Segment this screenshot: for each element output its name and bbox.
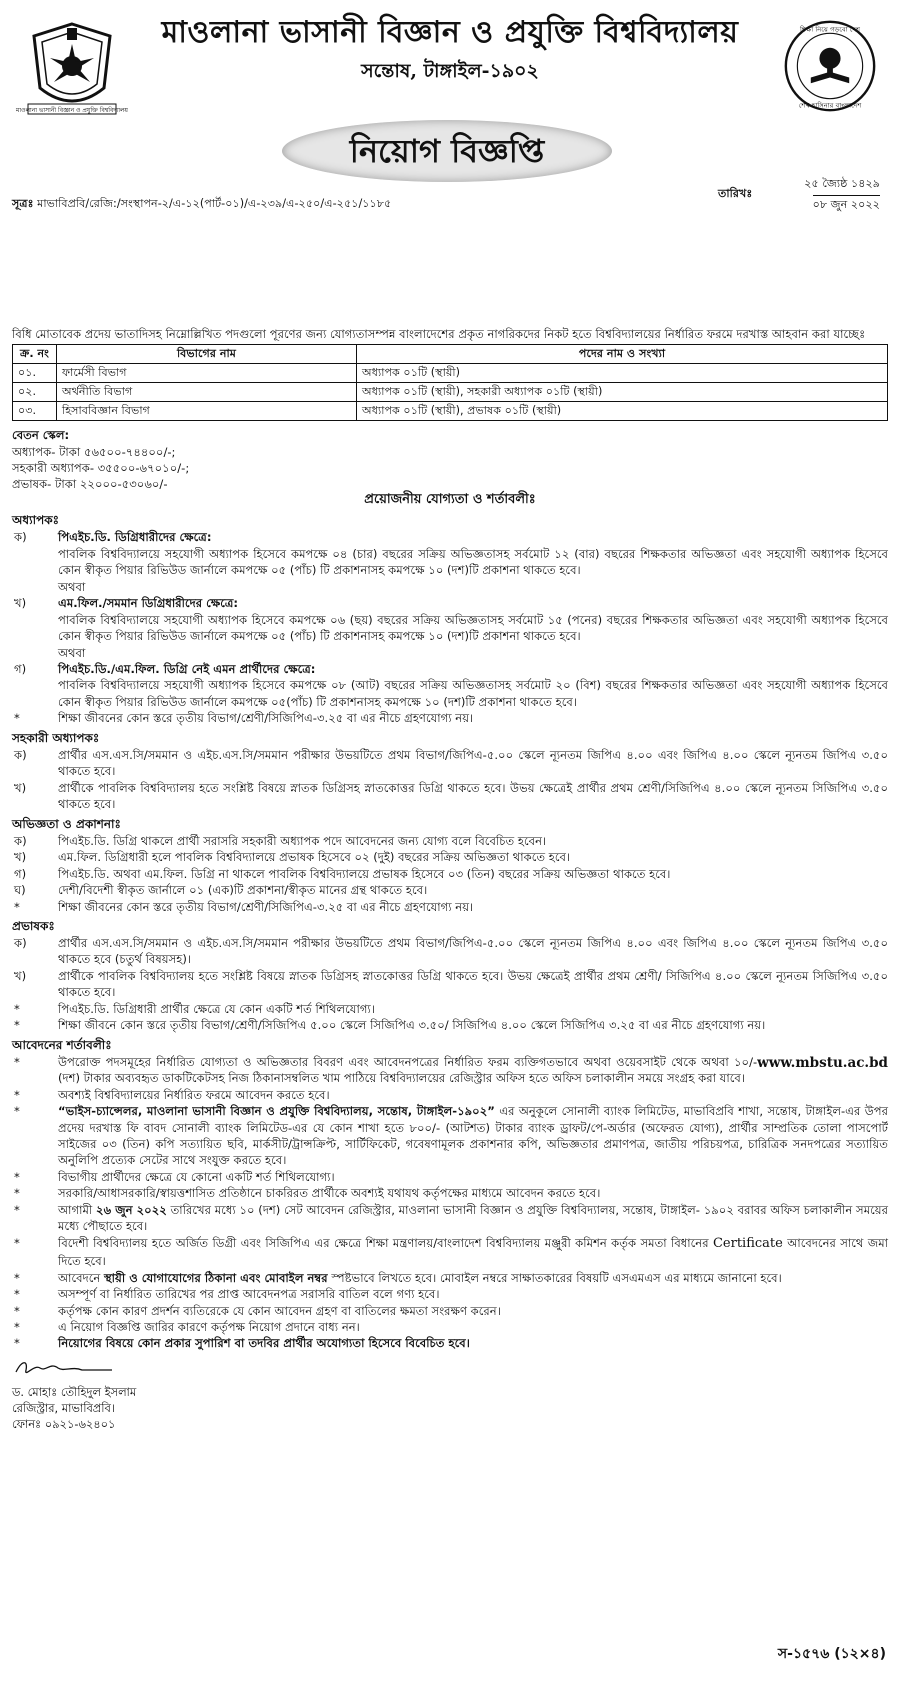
table-cell: অধ্যাপক ০১টি (স্থায়ী) [357,364,888,383]
item-marker: * [14,899,20,914]
item-marker: * [14,1202,20,1217]
item-marker: ক) [14,530,27,545]
list-item [12,1335,888,1351]
item-marker: ক) [14,747,27,762]
table-cell: হিসাববিজ্ঞান বিভাগ [57,402,357,421]
list-item [12,1054,888,1087]
table-row [13,364,888,383]
list-item [12,710,888,726]
list-item [12,1286,888,1302]
item-text: ওয়েবসাইট থেকে অথবা ১০/- (দশ) টাকার অব্যবহৃত ডাকটিকেটসহ নিজ ঠিকানাসম্বলিত খাম পাঠিয়ে বিশ্ববিদ্যালয়ের রেজিস্ট্রার অফিস হতে অফিস চলাকালীন সময়ে সংগ্রহ করা যাবে। [58,1054,758,1086]
item-marker: * [14,1235,20,1250]
list-item [12,866,888,882]
list-item [12,529,888,578]
table-cell: ০৩. [13,402,57,421]
salary-line: অধ্যাপক- টাকা ৫৬৫০০-৭৪৪০০/-; [12,444,176,459]
item-text: পিএইচ.ডি. অথবা এম.ফিল. ডিগ্রি না থাকলে পাবলিক বিশ্ববিদ্যালয়ে প্রভাষক হিসেবে ০৩ (তিন) বছরের সক্রিয় অভিজ্ঞতা থাকতে হবে। [58,866,671,881]
item-text: শিক্ষা জীবনের কোন স্তরে তৃতীয় বিভাগ/শ্রেণী/সিজিপিএ-৩.২৫ বা এর নীচে গ্রহণযোগ্য নয়। [58,711,474,726]
signature-block [12,1356,888,1433]
list-item [12,1319,888,1335]
lecturer-section-title: প্রভাষকঃ [12,918,55,933]
list-item [12,747,888,780]
item-heading: পিএইচ.ডি./এম.ফিল. ডিগ্রি নেই এমন প্রার্থীদের ক্ষেত্রে: [58,662,316,676]
item-marker: * [14,1287,20,1302]
item-marker: * [14,1087,20,1102]
reference-row [12,126,888,211]
item-text: দেশী/বিদেশী স্বীকৃত জার্নালে ০১ (এক)টি প্রকাশনা/স্বীকৃত মানের গ্রন্থ থাকতে হবে। [58,883,428,898]
item-text: পিএইচ.ডি. ডিগ্রি থাকলে প্রার্থী সরাসরি সহকারী অধ্যাপক পদে আবেদনের জন্য যোগ্য বলে বিবেচিত হবেন। [58,833,547,848]
item-marker: * [14,1104,20,1119]
item-heading: এম.ফিল./সমমান ডিগ্রিধারীদের ক্ষেত্রে: [58,596,239,611]
item-marker: ক) [14,833,27,848]
salary-scale [12,427,888,493]
list-item [12,1001,888,1017]
website-link[interactable]: www.mbstu.ac.bd [757,1054,888,1071]
item-text: পাবলিক বিশ্ববিদ্যালয়ে সহযোগী অধ্যাপক হিসেবে কমপক্ষে ০৪ (চার) বছরের সক্রিয় অভিজ্ঞতাসহ সর্বমোট ১২ (বার) বছরের শিক্ষকতার অভিজ্ঞতা এবং সহযোগী অধ্যাপক হিসেবে কোন স্বীকৃত পিয়ার রিভিউড জার্নালে কমপক্ষে ০৫ (পাঁচ) টি প্রকাশনাসহ কমপক্ষে ১০ (দশ)টি প্রকাশনা থাকতে হবে। [58,546,888,578]
item-text: পাবলিক বিশ্ববিদ্যালয়ে সহযোগী অধ্যাপক হিসেবে কমপক্ষে ০৬ (ছয়) বছরের সক্রিয় অভিজ্ঞতাসহ সর্বমোট ১৫ (পনের) বছরের শিক্ষকতার অভিজ্ঞতা এবং সহযোগী অধ্যাপক হিসেবে কোন স্বীকৃত পিয়ার রিভিউড জার্নালে কমপক্ষে ০৫ (পাঁচ) টি প্রকাশনাসহ কমপক্ষে ১০ (দশ)টি প্রকাশনা থাকতে হবে। [58,612,888,644]
item-marker: * [14,711,20,726]
item-marker: গ) [14,662,27,676]
reference-text: মাভাবিপ্রবি/রেজি:/সংস্থাপন-২/এ-১২(পার্ট-০১)/এ-২৩৯/এ-২৫০/এ-২৫১/১১৮৫ [37,197,392,210]
item-marker: * [14,1319,20,1334]
item-marker: * [14,1303,20,1318]
list-item [12,1169,888,1185]
item-text: এম.ফিল. ডিগ্রিধারী হলে পাবলিক বিশ্ববিদ্যালয়ে প্রভাষক হিসেবে ০২ (দুই) বছরের সক্রিয় অভিজ্ঞতা থাকতে হবে। [58,850,571,865]
list-item [12,1303,888,1319]
list-item [12,899,888,915]
item-text: শিক্ষা জীবনের কোন স্তরে তৃতীয় বিভাগ/শ্রেণী/সিজিপিএ-৩.২৫ বা এর নীচে গ্রহণযোগ্য নয়। [58,899,474,914]
item-text: অবশ্যই বিশ্ববিদ্যালয়ের নির্ধারিত ফরমে আবেদন করতে হবে। [58,1087,330,1102]
salary-title: বেতন স্কেল: [12,428,70,443]
item-bold-text: “ভাইস-চ্যান্সেলর, মাওলানা ভাসানী বিজ্ঞান ও প্রযুক্তি বিশ্ববিদ্যালয়, সন্তোষ, টাঙ্গাইল-১৯০২” [58,1104,495,1119]
list-item [12,661,888,710]
item-text: তারিখের মধ্যে ১০ (দশ) সেট আবেদন রেজিস্ট্রার, মাওলানা ভাসানী বিজ্ঞান ও প্রযুক্তি বিশ্ববিদ্যালয়, সন্তোষ, টাঙ্গাইল- ১৯০২ বরাবর অফিস চলাকালীন সময়ের মধ্যে পৌছাতে হবে। [58,1202,889,1234]
item-text: প্রার্থীকে পাবলিক বিশ্ববিদ্যালয় হতে সংশ্লিষ্ট বিষয়ে স্নাতক ডিগ্রিসহ স্নাতকোত্তর ডিগ্রি থাকতে হবে। উভয় ক্ষেত্রেই প্রার্থীর প্রথম শ্রেণী/ সিজিপিএ ৪.০০ স্কেলে ন্যূনতম সিজিপিএ ৩.৫০ থাকতে হবে। [58,968,888,1000]
date-label: তারিখঃ [718,187,753,200]
list-item [12,1270,888,1286]
table-row [13,383,888,402]
assistant-professor-section-title: সহকারী অধ্যাপকঃ [12,730,100,745]
date-bangla: ২৫ জ্যৈষ্ঠ ১৪২৯ [804,177,880,190]
header [12,0,888,170]
table-header: বিভাগের নাম [57,345,357,364]
item-marker: গ) [14,866,27,881]
list-item [12,833,888,849]
reference-label: সূত্রঃ [12,197,34,210]
item-text: শিক্ষা জীবনে কোন স্তরে তৃতীয় বিভাগ/শ্রেণী/সিজিপিএ ৫.০০ স্কেলে সিজিপিএ ৩.৫০/ সিজিপিএ ৪.০০ স্কেলে সিজিপিএ ৩.২৫ বা এর নীচে গ্রহণযোগ্য নয়। [58,1018,766,1033]
item-text: পিএইচ.ডি. ডিগ্রিধারী প্রার্থীর ক্ষেত্রে যে কোন একটি শর্ত শিথিলযোগ্য। [58,1001,375,1016]
item-text: প্রার্থীর এস.এস.সি/সমমান ও এইচ.এস.সি/সমমান পরীক্ষার উভয়টিতে প্রথম বিভাগ/জিপিএ-৫.০০ স্কেলে ন্যূনতম জিপিএ ৪.০০ এবং জিপিএ ৪.০০ স্কেলে ন্যূনতম জিপিএ ৩.৫০ থাকতে হবে (চতুর্থ বিষয়সহ)। [58,935,888,967]
right-logo-text-top: শিক্ষা নিয়ে গড়বো দেশ [799,25,861,34]
item-marker: * [14,1001,20,1016]
reference [12,196,391,212]
item-marker: খ) [14,850,27,865]
certificate-word: Certificate [712,1235,783,1251]
notice-title-banner: নিয়োগ বিজ্ঞপ্তি [282,120,612,182]
deadline-date: ২৬ জুন ২০২২ [96,1202,167,1217]
table-header-row [13,345,888,364]
list-item [12,1185,888,1201]
table-cell: ফার্মেসী বিভাগ [57,364,357,383]
item-marker: * [14,1054,20,1069]
application-section-title: আবেদনের শর্তাবলীঃ [12,1037,112,1052]
item-text: কর্তৃপক্ষ কোন কারণ প্রদর্শন ব্যতিরেকে যে কোন আবেদন গ্রহণ বা বাতিলের ক্ষমতা সংরক্ষণ করেন। [58,1303,501,1318]
item-text: আগামী [58,1202,93,1217]
or-text: অথবা [58,579,86,594]
table-header: পদের নাম ও সংখ্যা [357,345,888,364]
intro-text: বিধি মোতাবেক প্রদেয় ভাতাদিসহ নিম্নোল্লিখিত পদগুলো পূরণের জন্য যোগ্যতাসম্পন্ন বাংলাদেশের প্রকৃত নাগরিকদের নিকট হতে বিশ্ববিদ্যালয়ের নির্ধারিত ফরমে দরখাস্ত আহবান করা যাচ্ছেঃ [12,327,866,341]
conditions-title: প্রয়োজনীয় যোগ্যতা ও শর্তাবলীঃ [364,491,536,507]
item-text: পাবলিক বিশ্ববিদ্যালয়ে সহযোগী অধ্যাপক হিসেবে কমপক্ষে ০৮ (আট) বছরের সক্রিয় অভিজ্ঞতাসহ সর্বমোট ২০ (বিশ) বছরের শিক্ষকতার অভিজ্ঞতা এবং সহযোগী অধ্যাপক হিসেবে কোন স্বীকৃত পিয়ার রিভিউড জার্নালে কমপক্ষে ০৫(পাঁচ) টি প্রকাশনাসহ কমপক্ষে ১০ (দশ)টি প্রকাশনা থাকতে হবে। [58,678,888,709]
item-text: স্পষ্টভাবে লিখতে হবে। মোবাইল নম্বরে সাক্ষাতকারের বিষয়টি এসএমএস এর মাধ্যমে জানানো হবে। [331,1270,782,1285]
list-item [12,882,888,898]
phone-number: ফোনঃ ০৯২১-৬২৪০১ [12,1417,116,1432]
item-text: সরকারি/আধাসরকারি/স্বায়ত্তশাসিত প্রতিষ্ঠানে চাকরিরত প্রার্থীকে অবশ্যই যথাযথ কর্তৃপক্ষের মাধ্যমে আবেদন করতে হবে। [58,1186,601,1201]
table-cell: অর্থনীতি বিভাগ [57,383,357,402]
item-text: প্রার্থীকে পাবলিক বিশ্ববিদ্যালয় হতে সংশ্লিষ্ট বিষয়ে স্নাতক ডিগ্রিসহ স্নাতকোত্তর ডিগ্রি থাকতে হবে। উভয় ক্ষেত্রেই প্রার্থীর প্রথম শ্রেণী/সিজিপিএ ৪.০০ স্কেলে ন্যূনতম সিজিপিএ ৩.৫০ থাকতে হবে। [58,780,888,812]
table-cell: ০১. [13,364,57,383]
item-text: উপরোক্ত পদসমূহের নির্ধারিত যোগ্যতা ও অভিজ্ঞতার বিবরণ এবং আবেদনপত্রের নির্ধারিত ফরম ব্যক্তিগতভাবে অথবা [58,1054,611,1069]
table-cell: অধ্যাপক ০১টি (স্থায়ী), সহকারী অধ্যাপক ০১টি (স্থায়ী) [357,383,888,402]
list-item [12,968,888,1001]
posts-table [12,344,888,421]
left-logo-text: মাওলানা ভাসানী বিজ্ঞান ও প্রযুক্তি বিশ্ববিদ্যালয় [16,107,128,114]
item-marker: খ) [14,780,27,795]
list-item [12,849,888,865]
table-cell: অধ্যাপক ০১টি (স্থায়ী), প্রভাষক ০১টি (স্থায়ী) [357,402,888,421]
list-item [12,1202,888,1235]
list-item [12,1087,888,1103]
or-text: অথবা [58,645,86,660]
signatory-name: ড. মোহাঃ তৌহিদুল ইসলাম [12,1385,137,1400]
item-text: অসম্পূর্ণ বা নির্ধারিত তারিখের পর প্রাপ্ত আবেদনপত্র সরাসরি বাতিল বলে গণ্য হবে। [58,1287,440,1302]
list-item [12,780,888,813]
item-marker: খ) [14,968,27,983]
item-marker: খ) [14,596,27,611]
item-text: বিদেশী বিশ্ববিদ্যালয় হতে অর্জিত ডিগ্রী এবং সিজিপিএ এর ক্ষেত্রে শিক্ষা মন্ত্রণালয়/বাংলাদেশ বিশ্ববিদ্যালয় মঞ্জুরী কমিশন কর্তৃক সমতা বিধানের [58,1235,709,1250]
item-bold-text: স্থায়ী ও যোগাযোগের ঠিকানা এবং মোবাইল নম্বর [104,1270,328,1285]
item-text: আবেদনের সাথে জমা দিতে হবে। [58,1235,888,1269]
item-marker: * [14,1270,20,1285]
item-marker: ক) [14,935,27,950]
salary-line: সহকারী অধ্যাপক- ৩৫৫০০-৬৭০১০/-; [12,460,190,475]
item-heading: পিএইচ.ডি. ডিগ্রিধারীদের ক্ষেত্রে: [58,530,212,545]
item-bold-text: নিয়োগের বিষয়ে কোন প্রকার সুপারিশ বা তদবির প্রার্থীর অযোগ্যতা হিসেবে বিবেচিত হবে। [58,1336,470,1351]
item-text: বিভাগীয় প্রার্থীদের ক্ষেত্রে যে কোনো একটি শর্ত শিথিলযোগ্য। [58,1169,335,1184]
list-item [12,1103,888,1169]
list-item [12,1235,888,1270]
list-item [12,1017,888,1033]
item-text: আবেদনে [58,1270,101,1285]
item-text: এর অনুকূলে সোনালী ব্যাংক লিমিটেড, মাভাবিপ্রবি শাখা, সন্তোষ, টাঙ্গাইল-এর উপর প্রদেয় দরখাস্ত ফি বাবদ সোনালী ব্যাংক লিমিটেড-এর যে কোন শাখা হতে ৮০০/- (আটশত) টাকার ব্যাংক ড্রাফট/পে-অর্ডার (অফেরত যোগ্য), প্রার্থীর সাম্প্রতিক তোলা পাসপোর্ট সাইজের ০৩ (তিন) কপি সত্যায়িত ছবি, মার্কসীট/ট্রান্সক্রিপ্ট, সার্টিফিকেট, গবেষণামূলক প্রকাশনার কপি, অভিজ্ঞতার প্রমাণপত্র, জাতীয় পরিচয়পত্র, চারিত্রিক সনদপত্রের সত্যায়িত অনুলিপি প্রত্যেক সেটের সাথে সংযুক্ত করতে হবে। [58,1104,889,1168]
item-marker: ঘ) [14,883,26,898]
item-text: এ নিয়োগ বিজ্ঞপ্তি জারির কারণে কর্তৃপক্ষ নিয়োগ প্রদানে বাধ্য নন। [58,1319,360,1334]
item-marker: * [14,1336,20,1351]
right-logo-text-bottom: শেখ হাসিনার বাংলাদেশ [798,101,862,110]
table-row [13,402,888,421]
item-marker: * [14,1169,20,1184]
list-item [12,595,888,644]
item-marker: * [14,1186,20,1201]
university-name: মাওলানা ভাসানী বিজ্ঞান ও প্রযুক্তি বিশ্ববিদ্যালয় [161,15,739,50]
ad-code: স-১৫৭৬ (১২×৪) [777,1646,886,1663]
professor-section-title: অধ্যাপকঃ [12,513,60,528]
table-header: ক্র. নং [13,345,57,364]
university-address: সন্তোষ, টাঙ্গাইল-১৯০২ [361,60,539,82]
table-cell: ০২. [13,383,57,402]
signatory-designation: রেজিস্ট্রার, মাভাবিপ্রবি। [12,1401,115,1416]
emblem-logo-icon [782,18,878,114]
date-english: ০৮ জুন ২০২২ [813,195,880,213]
item-marker: * [14,1018,20,1033]
experience-section-title: অভিজ্ঞতা ও প্রকাশনাঃ [12,816,121,831]
list-item [12,935,888,968]
signature-icon [12,1356,122,1380]
salary-line: প্রভাষক- টাকা ২২০০০-৫৩০৬০/- [12,477,168,492]
item-text: প্রার্থীর এস.এস.সি/সমমান ও এইচ.এস.সি/সমমান পরীক্ষার উভয়টিতে প্রথম বিভাগ/জিপিএ-৫.০০ স্কেলে ন্যূনতম জিপিএ ৪.০০ এবং জিপিএ ৪.০০ স্কেলে ন্যূনতম জিপিএ ৩.৫০ থাকতে হবে। [58,747,888,779]
